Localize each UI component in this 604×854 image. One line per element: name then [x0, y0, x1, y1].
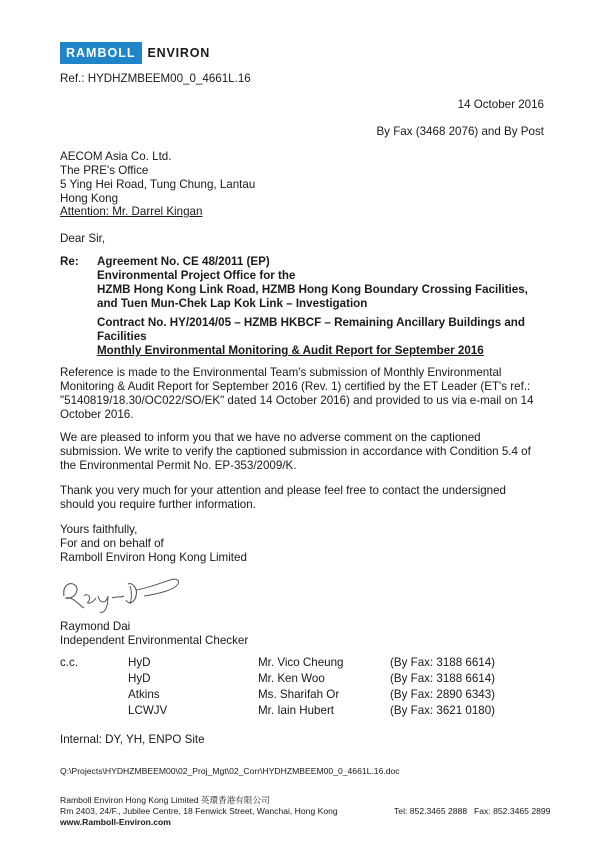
subject-line: Environmental Project Office for the: [97, 269, 296, 282]
contract-block: [97, 316, 525, 358]
recipient-line: The PRE's Office: [60, 164, 149, 177]
report-title: Monthly Environmental Monitoring & Audit Report for September 2016: [97, 344, 484, 357]
paragraph-line: submission. We write to verify the captioned submission in accordance with Condition 5.4 of: [60, 445, 531, 458]
paragraph-line: Monitoring & Audit Report for September 2016 (Rev. 1) certified by the ET Leader (ET's ref.:: [60, 380, 531, 393]
closing-line: For and on behalf of: [60, 537, 164, 550]
cc-row: [60, 656, 560, 670]
contract-line: Contract No. HY/2014/05 – HZMB HKBCF – Remaining Ancillary Buildings and: [97, 316, 525, 329]
cc-fax: (By Fax: 2890 6343): [390, 688, 496, 701]
footer-contact: [60, 806, 551, 817]
cc-person: Mr. Iain Hubert: [258, 704, 335, 717]
cc-org: LCWJV: [128, 704, 168, 717]
footer-address: Rm 2403, 24/F., Jubilee Centre, 18 Fenwick Street, Wanchai, Hong Kong: [60, 806, 338, 816]
subject-line: and Tuen Mun-Chek Lap Kok Link – Investigation: [97, 297, 368, 310]
handwritten-signature: [58, 574, 208, 614]
cc-org: HyD: [128, 656, 151, 669]
paragraph-line: "5140819/18.30/OC022/SO/EK" dated 14 October 2016) and provided to us via e-mail on 14: [60, 394, 534, 407]
footer-website: www.Ramboll-Environ.com: [60, 817, 171, 827]
cc-org: Atkins: [128, 688, 160, 701]
salutation: Dear Sir,: [60, 232, 106, 245]
delivery-method: By Fax (3468 2076) and By Post: [376, 125, 544, 138]
attention-line: Attention: Mr. Darrel Kingan: [60, 205, 203, 218]
subject-line: Agreement No. CE 48/2011 (EP): [97, 255, 270, 268]
cc-row: [60, 704, 560, 718]
signer-title: Independent Environmental Checker: [60, 634, 249, 647]
footer-company: Ramboll Environ Hong Kong Limited 英環香港有限公司: [60, 795, 270, 805]
re-label: Re:: [60, 255, 79, 268]
closing-line: Yours faithfully,: [60, 523, 138, 536]
cc-person: Mr. Vico Cheung: [258, 656, 344, 669]
company-logo: [60, 42, 210, 64]
body-paragraph-1: [60, 366, 544, 422]
recipient-line: Hong Kong: [60, 192, 119, 205]
cc-fax: (By Fax: 3188 6614): [390, 656, 496, 669]
contract-line: Facilities: [97, 330, 147, 343]
paragraph-line: Thank you very much for your attention and please feel free to contact the undersigned: [60, 484, 506, 497]
footer-fax: Fax: 852.3465 2899: [474, 806, 551, 816]
recipient-line: AECOM Asia Co. Ltd.: [60, 150, 172, 163]
paragraph-line: We are pleased to inform you that we have no adverse comment on the captioned: [60, 431, 481, 444]
subject-line: HZMB Hong Kong Link Road, HZMB Hong Kong Boundary Crossing Facilities,: [97, 283, 528, 296]
cc-org: HyD: [128, 672, 151, 685]
logo-tail: ENVIRON: [147, 46, 211, 60]
cc-row: [60, 672, 560, 686]
paragraph-line: October 2016.: [60, 408, 134, 421]
cc-label: c.c.: [60, 656, 79, 669]
closing-block: [60, 523, 247, 565]
paragraph-line: the Environmental Permit No. EP-353/2009/K.: [60, 459, 297, 472]
signer-name: Raymond Dai: [60, 620, 131, 633]
cc-fax: (By Fax: 3621 0180): [390, 704, 496, 717]
logo-brand: RAMBOLL: [60, 42, 142, 64]
reference-number: Ref.: HYDHZMBEEM00_0_4661L.16: [60, 72, 251, 85]
recipient-address: [60, 150, 255, 206]
paragraph-line: Reference is made to the Environmental Team's submission of Monthly Environmental: [60, 366, 502, 379]
body-paragraph-2: [60, 431, 544, 473]
recipient-line: 5 Ying Hei Road, Tung Chung, Lantau: [60, 178, 256, 191]
file-path: Q:\Projects\HYDHZMBEEM00\02_Proj_Mgt\02_Corr\HYDHZMBEEM00_0_4661L.16.doc: [60, 766, 400, 776]
paragraph-line: should you require further information.: [60, 498, 256, 511]
internal-distribution: Internal: DY, YH, ENPO Site: [60, 733, 205, 746]
cc-person: Mr. Ken Woo: [258, 672, 325, 685]
footer-tel: Tel: 852.3465 2888: [394, 806, 468, 816]
cc-fax: (By Fax: 3188 6614): [390, 672, 496, 685]
cc-row: [60, 688, 560, 702]
subject-block: [97, 255, 528, 311]
signer-block: [60, 620, 248, 648]
letter-date: 14 October 2016: [457, 98, 544, 111]
closing-line: Ramboll Environ Hong Kong Limited: [60, 551, 247, 564]
body-paragraph-3: [60, 484, 544, 512]
cc-person: Ms. Sharifah Or: [258, 688, 340, 701]
